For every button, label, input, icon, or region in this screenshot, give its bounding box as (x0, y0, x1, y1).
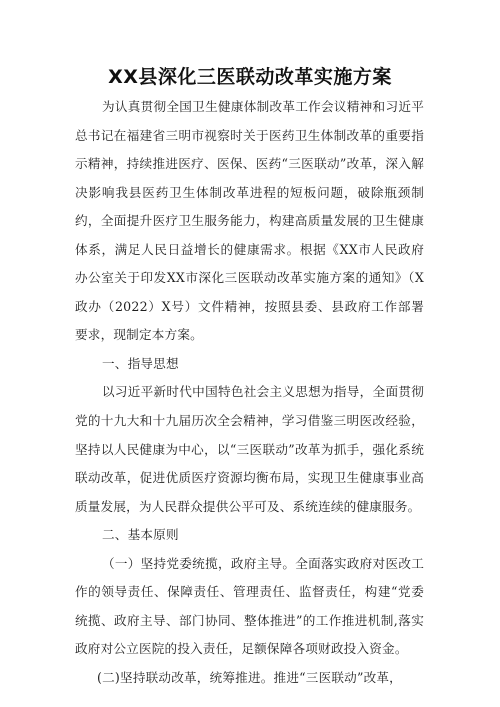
guiding-ideology-paragraph: 以习近平新时代中国特色社会主义思想为指导，全面贯彻党的十九大和十九届历次全会精神，学习借鉴三明医改经验，坚持以人民健康为中心，以“三医联动”改革为抓手，强化系统联动改革，促进优质医疗资源均衡布局，实现卫生健康事业高质量发展，为人民群众提供公平可及、系统连续的健康服务。 (75, 384, 424, 514)
section-heading-guiding-ideology: 一、指导思想 (102, 355, 179, 371)
document-body (75, 93, 424, 692)
intro-paragraph: 为认真贯彻全国卫生健康体制改革工作会议精神和习近平总书记在福建省三明市视察时关于医药卫生体制改革的重要指示精神，持续推进医疗、医保、医药“三医联动”改革，深入解决影响我县医药卫生体制改革进程的短板问题，破除瓶颈制约，全面提升医疗卫生服务能力，构建高质量发展的卫生健康体系，满足人民日益增长的健康需求。根据《XX市人民政府办公室关于印发XX市深化三医联动改革实施方案的通知》（X政办（2022）X号）文件精神，按照县委、县政府工作部署要求，现制定本方案。 (75, 99, 424, 343)
principle-two-paragraph: (二)坚持联动改革，统筹推进。推进“三医联动”改革， (97, 669, 402, 685)
document-title: XX县深化三医联动改革实施方案 (108, 66, 392, 88)
section-heading-basic-principles: 二、基本原则 (102, 527, 179, 543)
principle-one-paragraph: （一）坚持党委统揽，政府主导。全面落实政府对医改工作的领导责任、保障责任、管理责任、监督责任，构建“党委统揽、政府主导、部门协同、整体推进”的工作推进机制,落实政府对公立医院的投入责任，足额保障各项财政投入资金。 (75, 555, 424, 657)
